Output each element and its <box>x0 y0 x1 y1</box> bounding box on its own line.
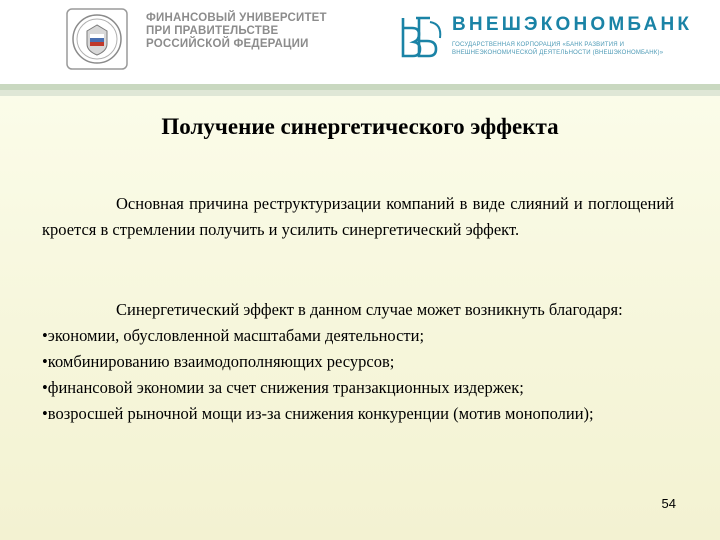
veb-bank-name: ВНЕШЭКОНОМБАНК <box>452 14 693 35</box>
financial-university-emblem-icon <box>66 8 128 70</box>
slide-header <box>0 0 720 88</box>
veb-subtitle-line-1: ГОСУДАРСТВЕННАЯ КОРПОРАЦИЯ «БАНК РАЗВИТИЯ И <box>452 42 625 48</box>
bullet-item: •комбинированию взаимодополняющих ресурсов; <box>42 352 395 371</box>
financial-university-name <box>146 12 346 51</box>
slide-title: Получение синергетического эффекта <box>161 114 559 139</box>
bullet-item: •возросшей рыночной мощи из-за снижения конкуренции (мотив монополии); <box>42 404 594 423</box>
bullet-item: •экономии, обусловленной масштабами деятельности; <box>42 326 425 345</box>
veb-logo-icon <box>396 12 446 62</box>
paragraph-main-reason: Основная причина реструктуризации компаний в виде слияний и поглощений кроется в стремлении получить и усилить синергетический эффект. <box>42 194 674 239</box>
fu-name-line-3: РОССИЙСКОЙ ФЕДЕРАЦИИ <box>146 38 309 50</box>
bullet-item: •финансовой экономии за счет снижения транзакционных издержек; <box>42 378 524 397</box>
veb-subtitle-line-2: ВНЕШНЕЭКОНОМИЧЕСКОЙ ДЕЯТЕЛЬНОСТИ (ВНЕШЭКОНОМБАНК)» <box>452 50 664 56</box>
fu-name-line-2: ПРИ ПРАВИТЕЛЬСТВЕ <box>146 25 279 37</box>
paragraph-synergy-intro: Синергетический эффект в данном случае может возникнуть благодаря: <box>116 300 623 319</box>
synergy-sources-block <box>42 297 674 427</box>
veb-bank-subtitle <box>452 41 663 57</box>
fu-name-line-1: ФИНАНСОВЫЙ УНИВЕРСИТЕТ <box>146 12 327 24</box>
page-number: 54 <box>661 496 676 511</box>
